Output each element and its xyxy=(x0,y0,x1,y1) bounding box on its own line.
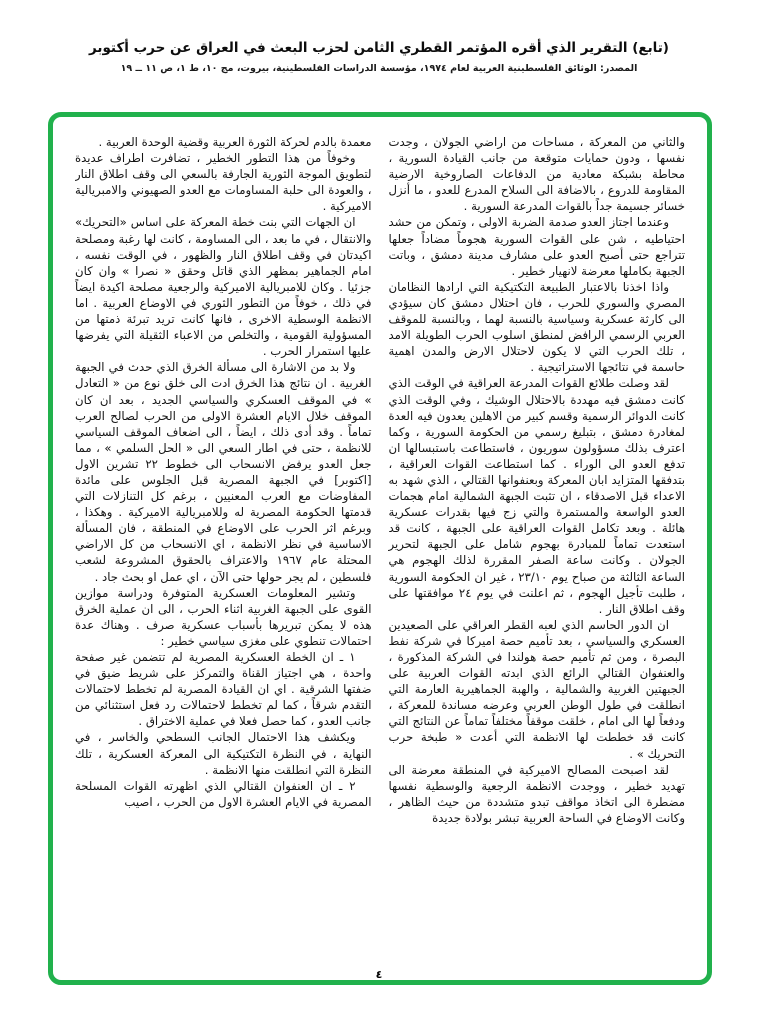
column-right xyxy=(389,134,686,966)
paragraph: لقد وصلت طلائع القوات المدرعة العراقية في الوقت الذي كانت دمشق فيه مهددة بالاحتلال الوشيك ، وفي الوقت الذي كانت الدوائر الرسمية وقسم كبير من الاهلين يعدون فيه العدة لمغادرة دمشق ، بتبليغ رسمي من الحكومة السورية ، وكما اعترف بذلك مسؤولون سوريون ، فاستطاعت باستبسالها ان تدفع العدو الى الوراء . كما استطاعت القوات العراقية ، بتدفقها المتزايد ابان المعركة وبعنفوانها القتالي ، الذي شهد به الاعداء قبل الاصدقاء ، ان تثبت الجبهة الشمالية امام هجمات العدو الواسعة والمستمرة والتي زج فيها بقدرات عسكرية هائلة . وبعد تكامل القوات العراقية على الجبهة ، كانت قد استعدت تماماً للمبادرة بهجوم شامل على الجبهة لتحرير الجولان . وكانت ساعة الصفر المقررة لذلك الهجوم هي الساعة الثالثة من صباح يوم ٢٣/١٠ ، غير ان الحكومة السورية ، طلبت تأجيل الهجوم ، ثم اعلنت في يوم ٢٤ موافقتها على وقف اطلاق النار . xyxy=(388,376,685,616)
paragraph: وخوفاً من هذا التطور الخطير ، تضافرت اطراف عديدة لتطويق الموجة الثورية الجارفة بالسعي الى وقف اطلاق النار ، والعودة الى حلبة المساومات مع العدو الصهيوني والامبريالية الاميركية . xyxy=(75,151,372,214)
paragraph: ٢ ـ ان العنفوان القتالي الذي اظهرته القوات المسلحة المصرية في الايام العشرة الاول من الحرب ، اصيب xyxy=(75,778,372,809)
column-left xyxy=(75,134,372,966)
source-citation: المصدر: الوثائق الفلسطينية العربية لعام ١٩٧٤، مؤسسة الدراسات الفلسطينية، بيروت، مج ١٠، ط ١، ص ١١ ــ ١٩ xyxy=(120,63,638,74)
text-columns xyxy=(75,134,685,966)
page-number: ٤ xyxy=(375,968,383,981)
paragraph: ويكشف هذا الاحتمال الجانب السطحي والخاسر ، في النهاية ، في النظرة التكتيكية الى المعركة العسكرية ، تلك النظرة التي انطلقت منها الانظمة . xyxy=(75,730,372,777)
paragraph: ولا بد من الاشارة الى مسألة الخرق الذي حدث في الجبهة الغربية . ان نتائج هذا الخرق ادت الى خلق نوع من « التعادل » في الموقف العسكري والسياسي الجديد ، بعد ان كان الموقف خلال الايام العشرة الاولى من الحرب لصالح العرب تماماً . وقد أدى ذلك ، ايضاً ، الى اضعاف الموقف السياسي للانظمة ، حتى في اطار السعي الى « الحل السلمي » ، مما جعل العدو يرفض الانسحاب الى خطوط ٢٢ تشرين الاول [اكتوبر] في الجبهة المصرية قبل الجلوس على مائدة المفاوضات مع العرب المعنيين ، برغم كل التنازلات التي قدمتها الحكومة المصرية له وللامبريالية الاميركية . وهكذا ، وبرغم اثر الحرب على الاوضاع في المنطقة ، فان المسألة الاساسية في نظر الانظمة ، اي الانسحاب من كل الاراضي المحتلة عام ١٩٦٧ والاعتراف بالحقوق المشروعة لشعب فلسطين ، لم يجر حولها حتى الآن ، اي عمل او بحث جاد . xyxy=(75,360,372,584)
paragraph: ان الجهات التي بنت خطة المعركة على اساس «التحريك» والانتقال ، في ما بعد ، الى المساومة ، كانت لها رغبة ومصلحة اكيدتان في وقف اطلاق النار والظهور ، في الوقت نفسه ، امام الجماهير بمظهر الذي قاتل وحقق « نصرا » وان كان جزئيا . وكان للامبريالية الاميركية والرجعية مصلحة اكيدة ايضاً في ذلك ، خوفاً من التطور الثوري في الاوضاع العربية . اما الانظمة الوسطية الاخرى ، فانها كانت تريد تبرئة ذمتها من المسؤولية القومية ، والتخلص من الاعباء الثقيلة التي يفرضها عليها استمرار الحرب . xyxy=(75,215,372,359)
paragraph: والثاني من المعركة ، مساحات من اراضي الجولان ، وجدت نفسها ، ودون حمايات متوقعة من جانب القيادة السورية ، محاطة بشبكة معادية من الدفاعات الصاروخية الارضية المقاومة للدروع ، بالاضافة الى السلاح المدرع للعدو ، ما أنزل خسائر جسيمة جداً بالقوات المدرعة السورية . xyxy=(388,135,685,214)
paragraph: وعندما اجتاز العدو صدمة الضربة الاولى ، وتمكن من حشد احتياطيه ، شن على القوات السورية هجوماً مضاداً جعلها تتراجع حتى أصبح العدو على مشارف مدينة دمشق ، وباتت الجبهة بكاملها معرضة لانهيار خطير . xyxy=(388,215,685,278)
paragraph: ان الدور الحاسم الذي لعبه القطر العراقي على الصعيدين العسكري والسياسي ، بعد تأميم حصة اميركا في شركة نفط البصرة ، ومن ثم تأميم حصة هولندا في الشركة المذكورة ، والعنفوان القتالي الرائع الذي ابدته القوات العربية على الجبهتين الغربية والشمالية ، والهبة الجماهيرية العارمة التي انطلقت في طول الوطن العربي وعرضه مساندة للمعركة ، ودفعاً لها الى امام ، خلقت موقفاً مختلفاً تماماً عن النتائج التي كانت قد خططت لها الانظمة التي أعدت « طبخة حرب التحريك » . xyxy=(388,617,685,761)
document-header xyxy=(40,40,718,74)
paragraph: لقد اصبحت المصالح الاميركية في المنطقة معرضة الى تهديد خطير ، ووجدت الانظمة الرجعية والوسطية نفسها مضطرة الى اتخاذ مواقف تبدو متشددة من حيث الظاهر ، وكانت الاوضاع في الساحة العربية تبشر بولادة جديدة xyxy=(388,762,685,825)
highlight-frame xyxy=(48,112,712,985)
paragraph: واذا اخذنا بالاعتبار الطبيعة التكتيكية التي ارادها النظامان المصري والسوري للحرب ، فان احتلال دمشق كان سيؤدي الى كارثة عسكرية وسياسية بالنسبة لهما ، وبالنسبة للموقف العربي الرسمي الرافض لمنطق اسلوب الحرب الطويلة الامد ، تلك الحرب التي لا يكون لاحتلال الارض والمدن اهمية حاسمة في نتائجها الاستراتيجية . xyxy=(388,279,685,375)
paragraph: معمدة بالدم لحركة الثورة العربية وقضية الوحدة العربية . xyxy=(98,135,372,149)
page-title: (تابع) التقرير الذي أقره المؤتمر القطري الثامن لحزب البعث في العراق عن حرب أكتوبر xyxy=(89,40,669,56)
paragraph: ١ ـ ان الخطة العسكرية المصرية لم تتضمن غير صفحة واحدة ، هي اجتياز القناة والتمركز على شريط ضيق في ضفتها الشرقية . اي ان القيادة المصرية لم تخطط لاحتمالات التقدم شرقاً ، كما لم تخطط لاحتمالات رد فعل استثنائي من جانب العدو ، كما حصل فعلا في عملية الاختراق . xyxy=(75,650,372,729)
paragraph: وتشير المعلومات العسكرية المتوفرة ودراسة موازين القوى على الجبهة الغربية اثناء الحرب ، الى ان عملية الخرق هذه لا يمكن تبريرها بأسباب عسكرية صرف . وهناك عدة احتمالات تنطوي على مغزى سياسي خطير : xyxy=(75,585,372,648)
